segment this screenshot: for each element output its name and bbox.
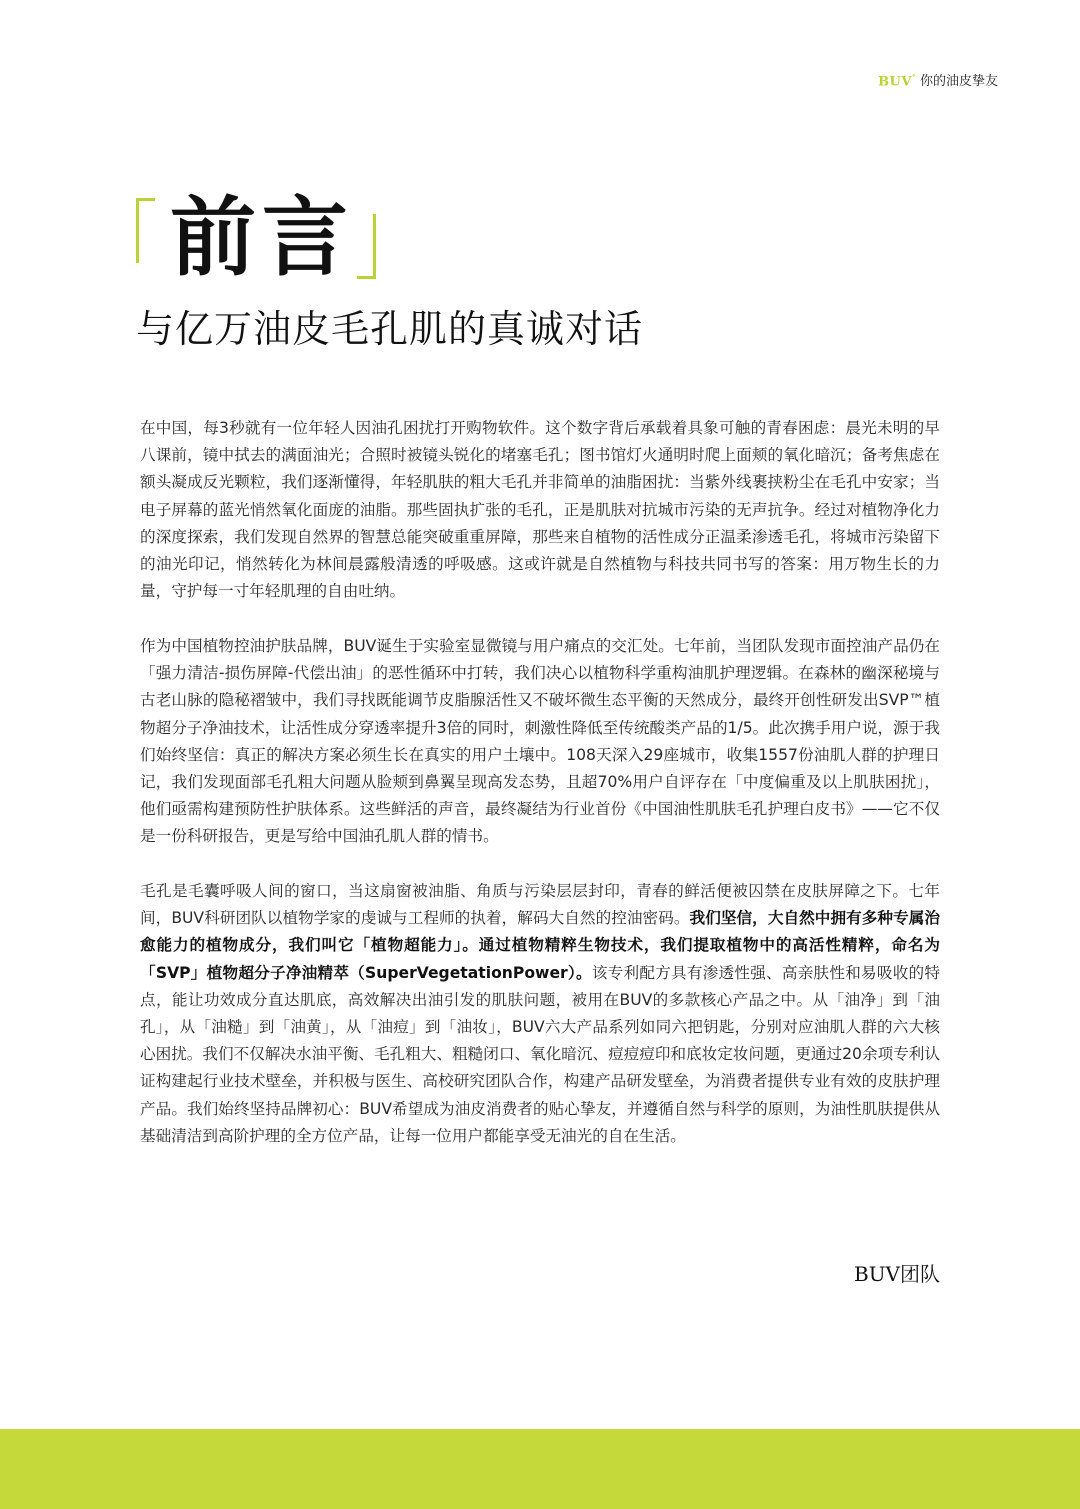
brand-logo: BUV° xyxy=(878,72,916,89)
paragraph-3-intro: 毛孔是毛囊呼吸人间的窗口，当这扇窗被油脂、角质与污染层层封印，青春的鲜活便被囚禁在皮肤屏障之下。七年间，BUV科研团队以植物学家的虔诚与工程师的执着，解码大自然的控油密码。 xyxy=(140,882,940,928)
page-subtitle: 与亿万油皮毛孔肌的真诚对话 xyxy=(136,307,644,351)
open-bracket-decoration xyxy=(136,188,152,274)
paragraph-2: 作为中国植物控油护肤品牌，BUV诞生于实验室显微镜与用户痛点的交汇处。七年前，当团队发现市面控油产品仍在「强力清洁-损伤屏障-代偿出油」的恶性循环中打转，我们决心以植物科学重构油肌护理逻辑。在森林的幽深秘境与古老山脉的隐秘褶皱中，我们寻找既能调节皮脂腺活性又不破坏微生态平衡的天然成分，最终开创性研发出SVP™植物超分子净油技术，让活性成分穿透率提升3倍的同时，刺激性降低至传统酸类产品的1/5。此次携手用户说，源于我们始终坚信：真正的解决方案必须生长在真实的用户土壤中。108天深入29座城市，收集1557份油肌人群的护理日记，我们发现面部毛孔粗大问题从脸颊到鼻翼呈现高发态势，且超70%用户自评存在「中度偏重及以上肌肤困扰」，他们亟需构建预防性护肤体系。这些鲜活的声音，最终凝结为行业首份《中国油性肌肤毛孔护理白皮书》——它不仅是一份科研报告，更是写给中国油孔肌人群的情书。 xyxy=(140,637,940,846)
paragraph-3 xyxy=(140,878,940,1150)
footer-band xyxy=(0,1429,1080,1509)
paragraph-1: 在中国，每3秒就有一位年轻人因油孔困扰打开购物软件。这个数字背后承载着具象可触的青春困虑：晨光未明的早八课前，镜中拭去的满面油光；合照时被镜头锐化的堵塞毛孔；图书馆灯火通明时爬上面颊的氧化暗沉；备考焦虑在额头凝成反光颗粒，我们逐渐懂得，年轻肌肤的粗大毛孔并非简单的油脂困扰：当紫外线裹挟粉尘在毛孔中安家；当电子屏幕的蓝光悄然氧化面庞的油脂。那些固执扩张的毛孔，正是肌肤对抗城市污染的无声抗争。经过对植物净化力的深度探索，我们发现自然界的智慧总能突破重重屏障，那些来自植物的活性成分正温柔渗透毛孔，将城市污染留下的油光印记，悄然转化为林间晨露般清透的呼吸感。这或许就是自然植物与科技共同书写的答案：用万物生长的力量，守护每一寸年轻肌理的自由吐纳。 xyxy=(140,419,940,601)
paragraph-3-emphasis: 我们坚信，大自然中拥有多种专属治愈能力的植物成分，我们叫它「植物超能力」。通过植物精粹生物技术，我们提取植物中的高活性精粹，命名为「SVP」植物超分子净油精萃（SuperVegetationPower）。 xyxy=(140,909,940,982)
brand-tagline: 你的油皮挚友 xyxy=(919,74,998,89)
page-title-block xyxy=(136,188,376,288)
close-bracket-decoration xyxy=(360,188,376,274)
paragraph-3-rest: 该专利配方具有渗透性强、高亲肤性和易吸收的特点，能让功效成分直达肌底，高效解决出油引发的肌肤问题，被用在BUV的多款核心产品之中。从「油净」到「油孔」，从「油糙」到「油黄」，从「油痘」到「油妆」，BUV六大产品系列如同六把钥匙，分别对应油肌人群的六大核心困扰。我们不仅解决水油平衡、毛孔粗大、粗糙闭口、氧化暗沉、痘痘痘印和底妆定妆问题，更通过20余项专利认证构建起行业技术壁垒，并积极与医生、高校研究团队合作，构建产品研发壁垒，为消费者提供专业有效的皮肤护理产品。我们始终坚持品牌初心：BUV希望成为油皮消费者的贴心挚友，并遵循自然与科学的原则，为油性肌肤提供从基础清洁到高阶护理的全方位产品，让每一位用户都能享受无油光的自在生活。 xyxy=(140,963,940,1145)
page-title: 前言 xyxy=(170,187,354,288)
header-brand xyxy=(878,70,998,89)
signature: BUV团队 xyxy=(854,1262,940,1286)
